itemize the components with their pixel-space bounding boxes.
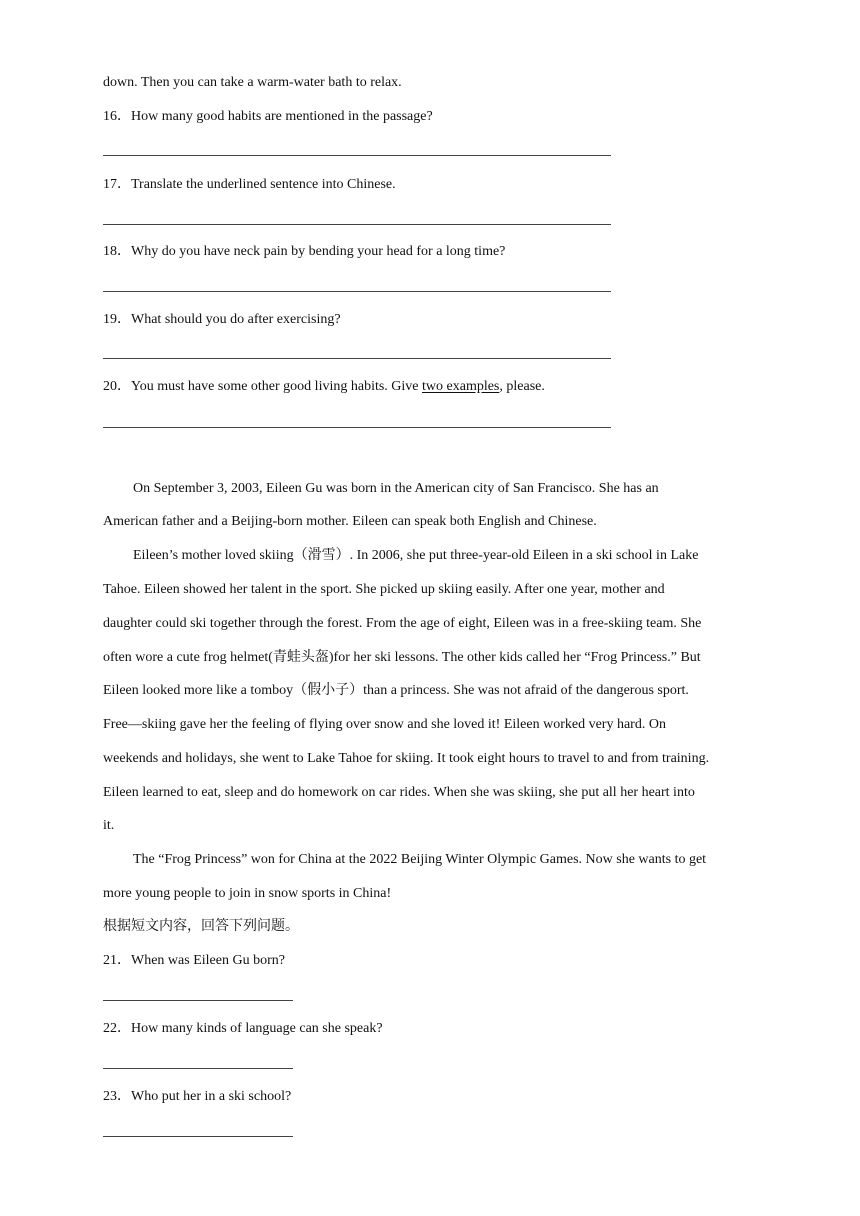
- question-text: Who put her in a ski school?: [131, 1089, 292, 1104]
- answer-line-17[interactable]: [103, 224, 611, 225]
- passage-line: The “Frog Princess” won for China at the 2022 Beijing Winter Olympic Games. Now she wants to get: [133, 852, 707, 867]
- answer-line-19[interactable]: [103, 358, 611, 359]
- question-16: [103, 106, 433, 128]
- underlined-phrase: two examples: [422, 379, 500, 394]
- answer-line-16[interactable]: [103, 155, 611, 156]
- question-number: 18．: [103, 244, 131, 259]
- passage-line: often wore a cute frog helmet(青蛙头盔)for her ski lessons. The other kids called her “Frog Princess.” But: [103, 650, 701, 665]
- question-22: [103, 1018, 383, 1040]
- answer-line-20[interactable]: [103, 427, 611, 428]
- passage-line: Eileen learned to eat, sleep and do homework on car rides. When she was skiing, she put all her heart into: [103, 785, 695, 800]
- passage-line: On September 3, 2003, Eileen Gu was born in the American city of San Francisco. She has an: [133, 481, 659, 496]
- question-text: When was Eileen Gu born?: [131, 953, 285, 968]
- question-text: What should you do after exercising?: [131, 312, 341, 327]
- answer-line-23[interactable]: [103, 1136, 293, 1137]
- answer-line-22[interactable]: [103, 1068, 293, 1069]
- question-text: Why do you have neck pain by bending your head for a long time?: [131, 244, 506, 259]
- question-text: How many good habits are mentioned in the passage?: [131, 109, 433, 124]
- question-20: [103, 376, 545, 398]
- question-number: 17．: [103, 177, 131, 192]
- question-19: [103, 309, 341, 331]
- passage-line: more young people to join in snow sports in China!: [103, 886, 392, 901]
- passage-line: Eileen’s mother loved skiing（滑雪）. In 2006, she put three-year-old Eileen in a ski school in Lake: [133, 548, 699, 563]
- passage-line: American father and a Beijing-born mother. Eileen can speak both English and Chinese.: [103, 514, 597, 529]
- passage-line: Eileen looked more like a tomboy（假小子）than a princess. She was not afraid of the dangerous sport.: [103, 683, 689, 698]
- question-number: 20．: [103, 379, 131, 394]
- answer-line-18[interactable]: [103, 291, 611, 292]
- question-number: 23．: [103, 1089, 131, 1104]
- question-17: [103, 174, 396, 196]
- answer-line-21[interactable]: [103, 1000, 293, 1001]
- question-number: 21．: [103, 953, 131, 968]
- passage-line: daughter could ski together through the forest. From the age of eight, Eileen was in a free-skiing team. She: [103, 616, 702, 631]
- question-text: How many kinds of language can she speak?: [131, 1021, 383, 1036]
- question-number: 16．: [103, 109, 131, 124]
- passage-line: Tahoe. Eileen showed her talent in the sport. She picked up skiing easily. After one year, mother and: [103, 582, 665, 597]
- question-21: [103, 950, 285, 972]
- passage-line: weekends and holidays, she went to Lake Tahoe for skiing. It took eight hours to travel to and from training.: [103, 751, 710, 766]
- question-number: 22．: [103, 1021, 131, 1036]
- question-text: Translate the underlined sentence into Chinese.: [131, 177, 396, 192]
- question-text-end: , please.: [499, 379, 545, 394]
- instruction-text: 根据短文内容，回答下列问题。: [103, 919, 299, 934]
- passage-line: it.: [103, 818, 115, 833]
- question-number: 19．: [103, 312, 131, 327]
- question-18: [103, 241, 505, 263]
- question-text: You must have some other good living habits. Give: [131, 379, 423, 394]
- passage-line: Free—skiing gave her the feeling of flying over snow and she loved it! Eileen worked very hard. On: [103, 717, 666, 732]
- question-23: [103, 1086, 291, 1108]
- passage-ending-text: down. Then you can take a warm-water bath to relax.: [103, 75, 402, 90]
